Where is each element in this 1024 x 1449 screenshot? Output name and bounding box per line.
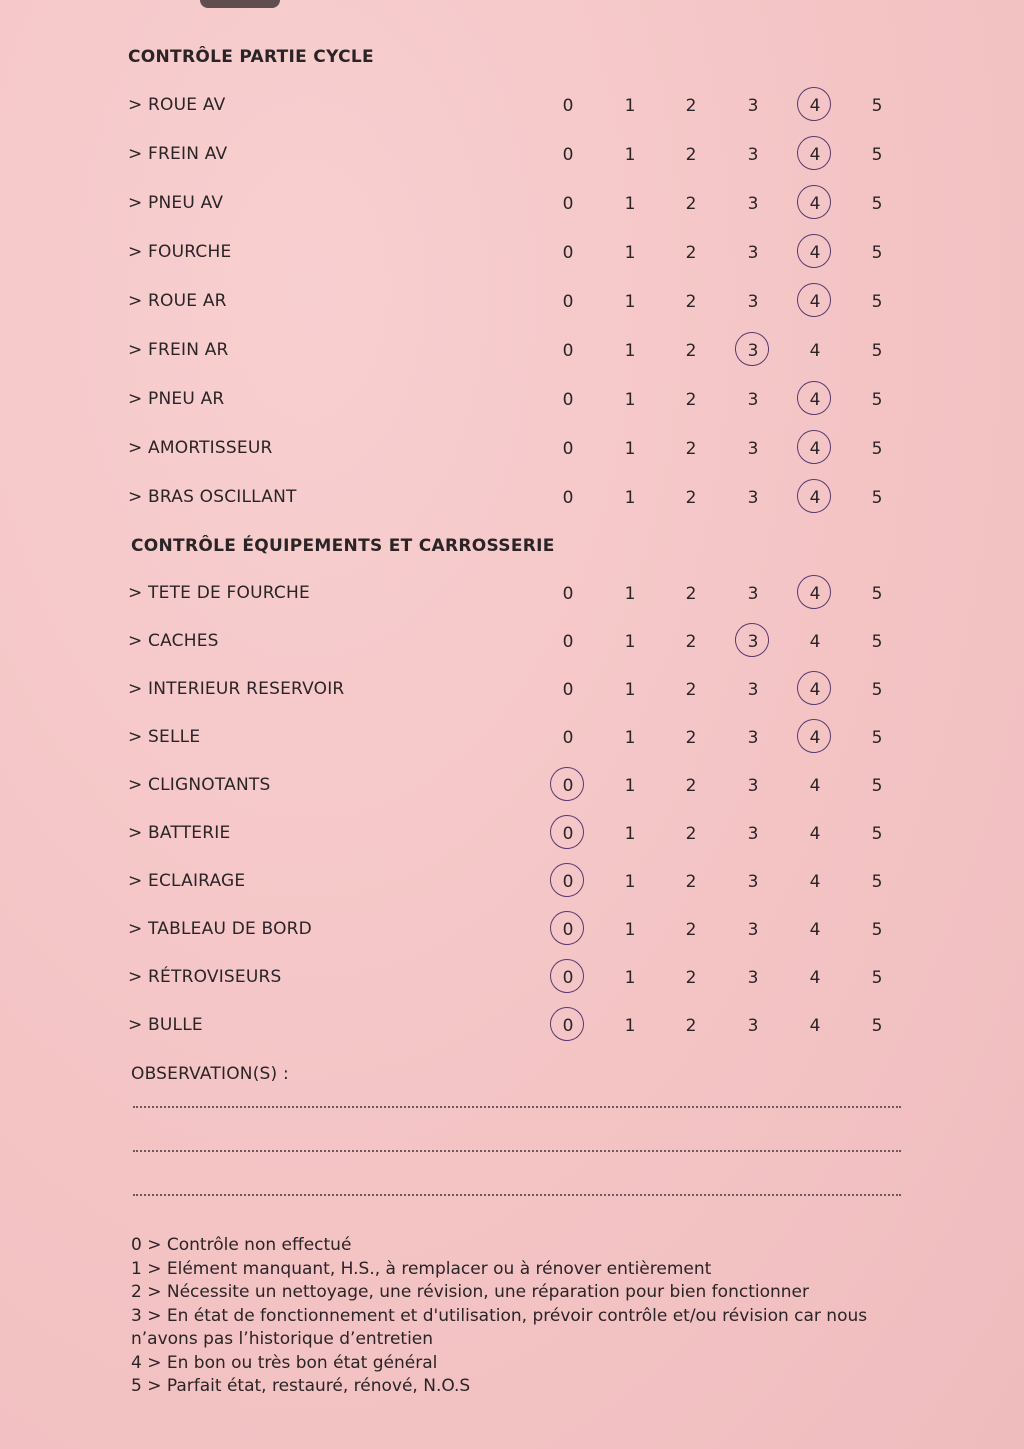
rating-option[interactable]: 0: [562, 96, 574, 116]
rating-option-selected[interactable]: 4: [805, 194, 825, 214]
rating-option[interactable]: 5: [871, 968, 883, 988]
rating-option-selected[interactable]: 0: [558, 1016, 578, 1036]
legend-item-4: 4 > En bon ou très bon état général: [131, 1352, 438, 1373]
rating-option[interactable]: 4: [809, 920, 821, 940]
rating-option-selected[interactable]: 0: [558, 968, 578, 988]
rating-option[interactable]: 5: [871, 920, 883, 940]
rating-option[interactable]: 2: [685, 920, 697, 940]
rating-row: [0, 91, 1024, 121]
rating-option[interactable]: 3: [747, 680, 759, 700]
rating-option[interactable]: 1: [624, 584, 636, 604]
rating-row-label: > BULLE: [128, 1015, 203, 1035]
section-title-equipements: CONTRÔLE ÉQUIPEMENTS ET CARROSSERIE: [131, 536, 555, 556]
rating-row: [0, 579, 1024, 609]
rating-option[interactable]: 3: [747, 776, 759, 796]
rating-option-selected[interactable]: 4: [805, 439, 825, 459]
rating-option-selected[interactable]: 4: [805, 680, 825, 700]
rating-option-selected[interactable]: 0: [558, 920, 578, 940]
rating-option[interactable]: 3: [747, 872, 759, 892]
rating-option[interactable]: 2: [685, 439, 697, 459]
rating-row: [0, 963, 1024, 993]
rating-option[interactable]: 0: [562, 632, 574, 652]
rating-row-label: > FREIN AR: [128, 340, 229, 360]
rating-option-selected[interactable]: 4: [805, 145, 825, 165]
rating-option[interactable]: 1: [624, 488, 636, 508]
rating-option[interactable]: 1: [624, 390, 636, 410]
rating-option[interactable]: 1: [624, 728, 636, 748]
rating-option-selected[interactable]: 4: [805, 728, 825, 748]
rating-option[interactable]: 5: [871, 632, 883, 652]
rating-option[interactable]: 1: [624, 872, 636, 892]
observation-line-1: [133, 1106, 901, 1108]
observation-line-3: [133, 1194, 901, 1196]
rating-option[interactable]: 2: [685, 1016, 697, 1036]
rating-option[interactable]: 1: [624, 96, 636, 116]
rating-row: [0, 771, 1024, 801]
legend-item-2: 2 > Nécessite un nettoyage, une révision, une réparation pour bien fonctionner: [131, 1282, 809, 1302]
rating-option[interactable]: 2: [685, 390, 697, 410]
rating-option-selected[interactable]: 0: [558, 872, 578, 892]
rating-option[interactable]: 3: [747, 1016, 759, 1036]
rating-option-selected[interactable]: 3: [743, 341, 763, 361]
rating-option-selected[interactable]: 4: [805, 584, 825, 604]
rating-option-selected[interactable]: 4: [805, 390, 825, 410]
rating-option[interactable]: 3: [747, 728, 759, 748]
rating-row-label: > CLIGNOTANTS: [128, 775, 271, 795]
rating-row: [0, 385, 1024, 415]
rating-row-label: > ROUE AR: [128, 291, 227, 311]
rating-option[interactable]: 0: [562, 145, 574, 165]
rating-option[interactable]: 1: [624, 920, 636, 940]
rating-legend: [131, 1234, 911, 1399]
rating-option[interactable]: 3: [747, 488, 759, 508]
rating-row-label: > INTERIEUR RESERVOIR: [128, 679, 345, 699]
rating-option[interactable]: 0: [562, 488, 574, 508]
rating-option[interactable]: 3: [747, 439, 759, 459]
legend-item-5: 5 > Parfait état, restauré, rénové, N.O.S: [131, 1376, 471, 1396]
observations-label: OBSERVATION(S) :: [131, 1064, 289, 1084]
rating-option[interactable]: 5: [871, 96, 883, 116]
rating-option[interactable]: 2: [685, 968, 697, 988]
rating-option[interactable]: 5: [871, 439, 883, 459]
rating-option[interactable]: 3: [747, 292, 759, 312]
rating-option[interactable]: 2: [685, 872, 697, 892]
rating-option[interactable]: 0: [562, 390, 574, 410]
rating-option[interactable]: 2: [685, 584, 697, 604]
rating-option[interactable]: 2: [685, 632, 697, 652]
rating-option[interactable]: 5: [871, 728, 883, 748]
rating-option[interactable]: 5: [871, 243, 883, 263]
rating-option[interactable]: 5: [871, 872, 883, 892]
rating-option[interactable]: 5: [871, 390, 883, 410]
rating-option[interactable]: 3: [747, 390, 759, 410]
rating-option[interactable]: 2: [685, 96, 697, 116]
rating-row-label: > FOURCHE: [128, 242, 232, 262]
rating-option-selected[interactable]: 4: [805, 96, 825, 116]
rating-option[interactable]: 5: [871, 488, 883, 508]
rating-option[interactable]: 1: [624, 776, 636, 796]
rating-option[interactable]: 0: [562, 292, 574, 312]
rating-option[interactable]: 4: [809, 632, 821, 652]
rating-row-label: > SELLE: [128, 727, 201, 747]
rating-option[interactable]: 1: [624, 341, 636, 361]
rating-option[interactable]: 2: [685, 680, 697, 700]
rating-option[interactable]: 5: [871, 341, 883, 361]
rating-option[interactable]: 2: [685, 776, 697, 796]
rating-option[interactable]: 1: [624, 680, 636, 700]
rating-row: [0, 675, 1024, 705]
rating-row-label: > RÉTROVISEURS: [128, 967, 282, 987]
rating-row: [0, 867, 1024, 897]
rating-option[interactable]: 2: [685, 292, 697, 312]
rating-option[interactable]: 2: [685, 194, 697, 214]
observation-line-2: [133, 1150, 901, 1152]
rating-row-label: > PNEU AR: [128, 389, 225, 409]
rating-row: [0, 1011, 1024, 1041]
rating-row-label: > FREIN AV: [128, 144, 228, 164]
rating-option[interactable]: 2: [685, 243, 697, 263]
rating-row: [0, 627, 1024, 657]
rating-option[interactable]: 2: [685, 488, 697, 508]
rating-row: [0, 723, 1024, 753]
rating-option[interactable]: 5: [871, 1016, 883, 1036]
rating-option[interactable]: 4: [809, 968, 821, 988]
rating-option[interactable]: 4: [809, 872, 821, 892]
rating-option[interactable]: 3: [747, 243, 759, 263]
rating-option[interactable]: 5: [871, 194, 883, 214]
rating-option[interactable]: 0: [562, 194, 574, 214]
rating-option[interactable]: 3: [747, 824, 759, 844]
rating-option-selected[interactable]: 0: [558, 776, 578, 796]
rating-option[interactable]: 1: [624, 439, 636, 459]
rating-option[interactable]: 5: [871, 292, 883, 312]
rating-option-selected[interactable]: 3: [743, 632, 763, 652]
rating-row-label: > BRAS OSCILLANT: [128, 487, 297, 507]
rating-option[interactable]: 4: [809, 341, 821, 361]
rating-option[interactable]: 2: [685, 728, 697, 748]
rating-option[interactable]: 3: [747, 584, 759, 604]
rating-option[interactable]: 3: [747, 194, 759, 214]
rating-option[interactable]: 2: [685, 145, 697, 165]
rating-option[interactable]: 5: [871, 824, 883, 844]
rating-row-label: > CACHES: [128, 631, 219, 651]
rating-option-selected[interactable]: 4: [805, 488, 825, 508]
rating-option[interactable]: 2: [685, 824, 697, 844]
rating-option[interactable]: 1: [624, 968, 636, 988]
rating-row: [0, 434, 1024, 464]
rating-row-label: > PNEU AV: [128, 193, 224, 213]
rating-option-selected[interactable]: 4: [805, 243, 825, 263]
rating-row: [0, 336, 1024, 366]
legend-item-1: 1 > Elément manquant, H.S., à remplacer ou à rénover entièrement: [131, 1258, 712, 1279]
rating-option[interactable]: 3: [747, 96, 759, 116]
paper-stain: [200, 0, 280, 8]
rating-option-selected[interactable]: 0: [558, 824, 578, 844]
rating-option[interactable]: 0: [562, 680, 574, 700]
rating-row-label: > AMORTISSEUR: [128, 438, 273, 458]
rating-option[interactable]: 1: [624, 243, 636, 263]
rating-row: [0, 819, 1024, 849]
rating-option[interactable]: 5: [871, 145, 883, 165]
legend-item-0: 0 > Contrôle non effectué: [131, 1235, 352, 1255]
rating-option[interactable]: 4: [809, 776, 821, 796]
rating-row-label: > BATTERIE: [128, 823, 231, 843]
rating-option[interactable]: 4: [809, 1016, 821, 1036]
rating-option[interactable]: 3: [747, 968, 759, 988]
rating-row-label: > ECLAIRAGE: [128, 871, 246, 891]
rating-option[interactable]: 0: [562, 584, 574, 604]
rating-row: [0, 238, 1024, 268]
rating-row: [0, 140, 1024, 170]
rating-row: [0, 287, 1024, 317]
rating-option[interactable]: 0: [562, 439, 574, 459]
rating-option[interactable]: 5: [871, 680, 883, 700]
rating-row-label: > ROUE AV: [128, 95, 226, 115]
rating-option[interactable]: 1: [624, 824, 636, 844]
rating-option[interactable]: 3: [747, 145, 759, 165]
rating-option[interactable]: 1: [624, 632, 636, 652]
rating-option[interactable]: 0: [562, 341, 574, 361]
rating-option[interactable]: 1: [624, 1016, 636, 1036]
rating-option[interactable]: 1: [624, 145, 636, 165]
rating-option[interactable]: 2: [685, 341, 697, 361]
rating-row-label: > TABLEAU DE BORD: [128, 919, 312, 939]
rating-option[interactable]: 1: [624, 194, 636, 214]
rating-row-label: > TETE DE FOURCHE: [128, 583, 310, 603]
section-title-cycle: CONTRÔLE PARTIE CYCLE: [128, 47, 374, 67]
legend-item-3: 3 > En état de fonctionnement et d'utilisation, prévoir contrôle et/ou révision car nous n’avons pas l’historique d’entretien: [131, 1305, 868, 1349]
rating-option[interactable]: 5: [871, 776, 883, 796]
rating-option[interactable]: 0: [562, 728, 574, 748]
rating-row: [0, 189, 1024, 219]
rating-row: [0, 483, 1024, 513]
rating-option[interactable]: 1: [624, 292, 636, 312]
rating-option[interactable]: 5: [871, 584, 883, 604]
rating-option[interactable]: 0: [562, 243, 574, 263]
rating-option[interactable]: 4: [809, 824, 821, 844]
rating-option[interactable]: 3: [747, 920, 759, 940]
rating-option-selected[interactable]: 4: [805, 292, 825, 312]
rating-row: [0, 915, 1024, 945]
